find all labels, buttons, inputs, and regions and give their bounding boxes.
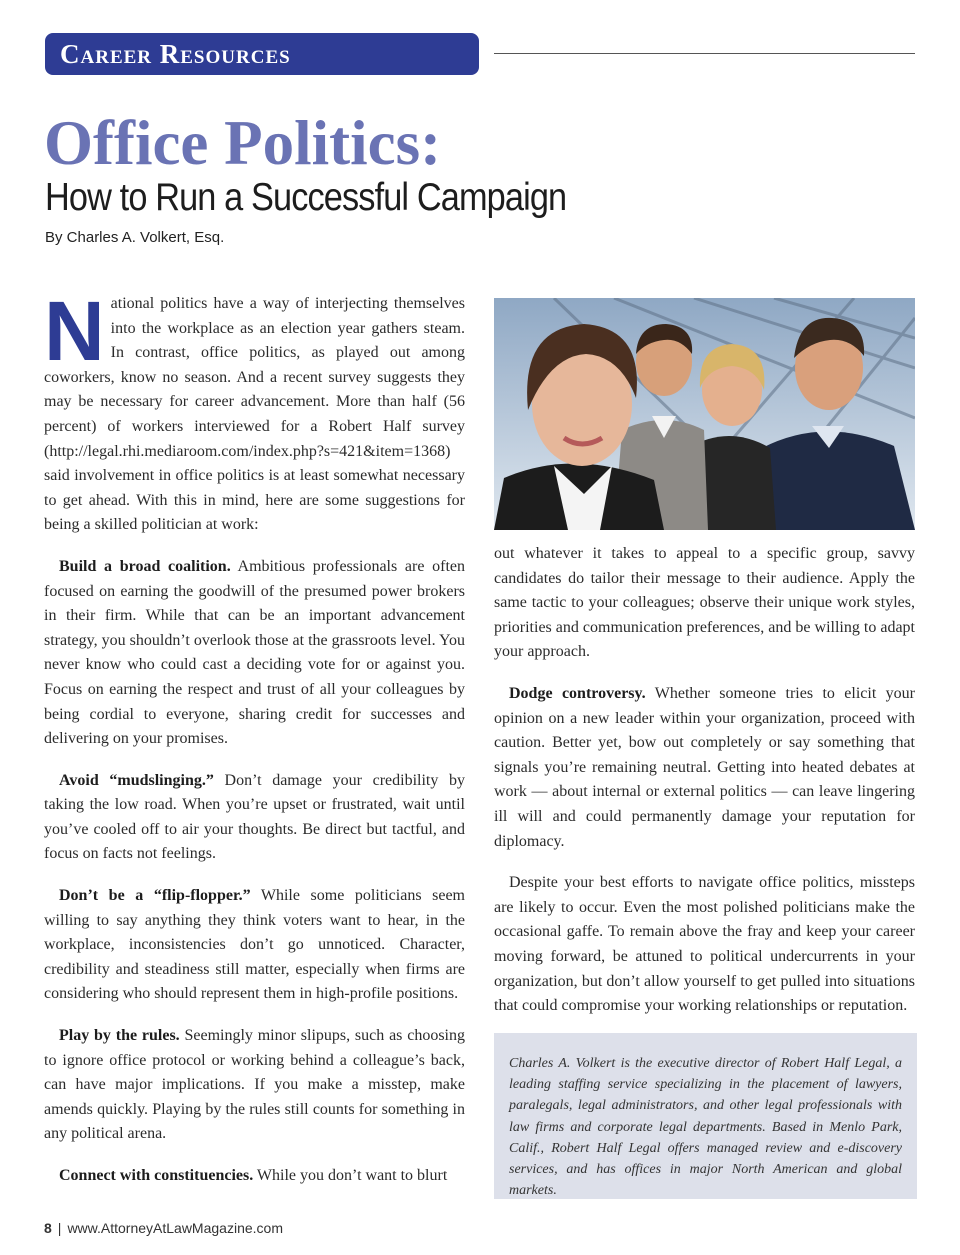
tip-paragraph [44,1024,465,1147]
tip-text: Don’t damage your credibility by taking the low road. When you’re upset or frustrated, wait until you’ve cooled off to air your thoughts. Be direct but tactful, and focus on facts not feelings. [44,771,466,863]
tip-heading: Play by the rules. [59,1027,180,1045]
tip-heading: Dodge controversy. [509,684,646,702]
intro-paragraph [44,284,465,538]
article-subtitle: How to Run a Successful Campaign [45,176,567,219]
continuation-paragraph: out whatever it takes to appeal to a specific group, savvy candidates do tailor their message to their audience. Apply the same tactic to your colleagues; observe their unique work styles, priorities and communication preferences, and be willing to adapt your approach. [494,545,915,661]
tip-paragraph [44,555,465,752]
tip-paragraph [44,884,465,1007]
closing-paragraph: Despite your best efforts to navigate office politics, missteps are likely to occur. Even the most polished politicians make the occasional gaffe. To remain above the fray and keep your career moving forward, be attuned to political undercurrents in your organization, but don’t allow yourself to get pulled into situations that could compromise your working relationships or reputation. [494,874,915,1015]
byline: By Charles A. Volkert, Esq. [45,229,225,246]
tip-text: While some politicians seem willing to say anything they think voters want to hear, in the workplace, inconsistencies don’t go unnoticed. Character, credibility and steadiness still matter, especially when firms are considering who should represent them in high-profile positions. [44,887,466,1003]
author-bio-box [494,1033,917,1199]
footer-separator: | [57,1220,62,1236]
business-team-photo [494,298,915,530]
team-photo-illustration [494,298,915,530]
section-header-tab [45,33,479,75]
page-footer [44,1220,283,1236]
tip-paragraph [494,682,915,854]
tip-text: Whether someone tries to elicit your opinion on a new leader within your organization, proceed with caution. Better yet, bow out completely or say something that signals you’re remaining neutral. Getting into heated debates at work — about internal or external politics — can leave lingering ill will and could permanently damage your reputation for diplomacy. [494,684,915,850]
intro-text: ational politics have a way of interjecting themselves into the workplace as an election year gathers steam. In contrast, office politics, as played out among coworkers, know no season. And a recent survey suggests they may be necessary for career advancement. More than half (56 percent) of workers interviewed for a Robert Half survey (http://legal.rhi.mediaroom.com/index.php?s=421&item=1368) said involvement in office politics is at least somewhat necessary to get ahead. With this in mind, here are some suggestions for being a skilled politician at work: [44,295,465,534]
tip-text: Seemingly minor slipups, such as choosing to ignore office protocol or working behind a colleague’s back, can have major implications. If you make a misstep, make amends quickly. Playing by the rules still counts for something in any political arena. [44,1027,465,1143]
tip-paragraph [44,1164,465,1189]
page-number: 8 [44,1220,52,1236]
drop-cap: N [44,284,105,378]
tip-heading: Avoid “mudslinging.” [59,771,214,789]
footer-website-link[interactable]: www.AttorneyAtLawMagazine.com [67,1220,283,1236]
header-rule [494,53,915,54]
tip-heading: Build a broad coalition. [59,557,231,575]
section-label: Career Resources [60,39,291,69]
left-column [44,284,466,1206]
tip-heading: Don’t be a “flip-flopper.” [59,887,251,905]
author-bio-text: Charles A. Volkert is the executive director of Robert Half Legal, a leading staffing service specializing in the placement of lawyers, paralegals, legal administrators, and other legal professionals with law firms and corporate legal departments. Based in Menlo Park, Calif., Robert Half Legal offers managed review and e-discovery services, and has offices in major North American and global markets. [509,1056,902,1199]
article-title: Office Politics: [44,108,442,178]
tip-heading: Connect with constituencies. [59,1167,254,1184]
tip-text: Ambitious professionals are often focused on earning the goodwill of the presumed power brokers in their firm. While that can be an important advancement strategy, you shouldn’t overlook those at the grassroots level. You never know who could cast a deciding vote for or against you. Focus on earning the respect and trust of all your colleagues by being cordial to everyone, sharing credit for successes and delivering on your promises. [44,557,466,748]
tip-text: While you don’t want to blurt [253,1167,448,1184]
right-column [494,542,915,1036]
tip-paragraph [44,769,465,867]
